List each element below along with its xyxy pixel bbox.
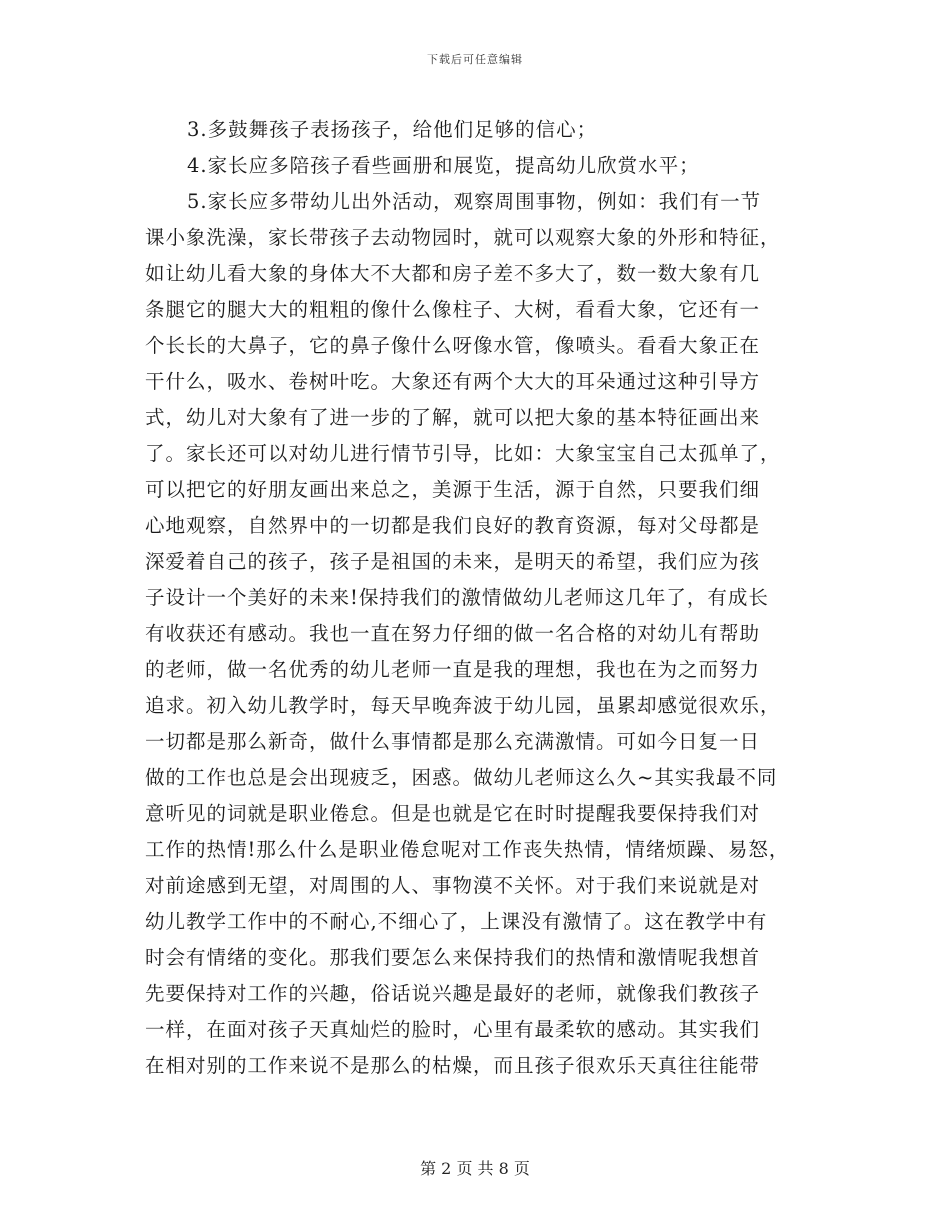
paragraph-line: 式，幼儿对大象有了进一步的了解，就可以把大象的基本特征画出来 xyxy=(145,406,761,429)
paragraph-line: 做的工作也总是会出现疲乏，困惑。做幼儿老师这么久~其实我最不同 xyxy=(145,766,778,789)
paragraph-line: 有收获还有感动。我也一直在努力仔细的做一名合格的对幼儿有帮助 xyxy=(145,622,761,645)
paragraph-line: 在相对别的工作来说不是那么的枯燥，而且孩子很欢乐天真往往能带 xyxy=(145,1054,761,1077)
paragraph-line: 心地观察，自然界中的一切都是我们良好的教育资源，每对父母都是 xyxy=(145,514,761,537)
paragraph-line: 可以把它的好朋友画出来总之，美源于生活，源于自然，只要我们细 xyxy=(145,478,761,501)
paragraph-line: 干什么，吸水、卷树叶吃。大象还有两个大大的耳朵通过这种引导方 xyxy=(145,370,761,393)
paragraph-line: 追求。初入幼儿教学时，每天早晚奔波于幼儿园，虽累却感觉很欢乐， xyxy=(145,694,781,717)
paragraph-line: 5.家长应多带幼儿出外活动，观察周围事物，例如：我们有一节 xyxy=(187,190,762,213)
paragraph-line: 对前途感到无望，对周围的人、事物漠不关怀。对于我们来说就是对 xyxy=(145,874,761,897)
paragraph-line: 个长长的大鼻子，它的鼻子像什么呀像水管，像喷头。看看大象正在 xyxy=(145,334,761,357)
paragraph-line: 了。家长还可以对幼儿进行情节引导，比如：大象宝宝自己太孤单了， xyxy=(145,442,781,465)
paragraph-line: 3.多鼓舞孩子表扬孩子，给他们足够的信心； xyxy=(187,118,598,141)
paragraph-line: 条腿它的腿大大的粗粗的像什么像柱子、大树，看看大象，它还有一 xyxy=(145,298,761,321)
page-header-note: 下载后可任意编辑 xyxy=(427,53,523,66)
paragraph-line: 时会有情绪的变化。那我们要怎么来保持我们的热情和激情呢我想首 xyxy=(145,946,761,969)
paragraph-line: 课小象洗澡，家长带孩子去动物园时，就可以观察大象的外形和特征， xyxy=(145,226,781,249)
paragraph-line: 4.家长应多陪孩子看些画册和展览，提高幼儿欣赏水平； xyxy=(187,154,700,177)
paragraph-line: 一样，在面对孩子天真灿烂的脸时，心里有最柔软的感动。其实我们 xyxy=(145,1018,761,1041)
paragraph-line: 一切都是那么新奇，做什么事情都是那么充满激情。可如今日复一日 xyxy=(145,730,761,753)
page-number: 第 2 页 共 8 页 xyxy=(420,1159,530,1178)
paragraph-line: 如让幼儿看大象的身体大不大都和房子差不多大了，数一数大象有几 xyxy=(145,262,761,285)
paragraph-line: 幼儿教学工作中的不耐心,不细心了，上课没有激情了。这在教学中有 xyxy=(145,910,768,933)
paragraph-line: 子设计一个美好的未来!保持我们的激情做幼儿老师这几年了，有成长 xyxy=(145,586,769,609)
paragraph-line: 的老师，做一名优秀的幼儿老师一直是我的理想，我也在为之而努力 xyxy=(145,658,761,681)
document-body xyxy=(145,112,825,1084)
paragraph-line: 意听见的词就是职业倦怠。但是也就是它在时时提醒我要保持我们对 xyxy=(145,802,761,825)
paragraph-line: 深爱着自己的孩子，孩子是祖国的未来，是明天的希望，我们应为孩 xyxy=(145,550,761,573)
paragraph-line: 先要保持对工作的兴趣，俗话说兴趣是最好的老师，就像我们教孩子 xyxy=(145,982,761,1005)
paragraph-line: 工作的热情!那么什么是职业倦怠呢对工作丧失热情，情绪烦躁、易怒， xyxy=(145,838,790,861)
